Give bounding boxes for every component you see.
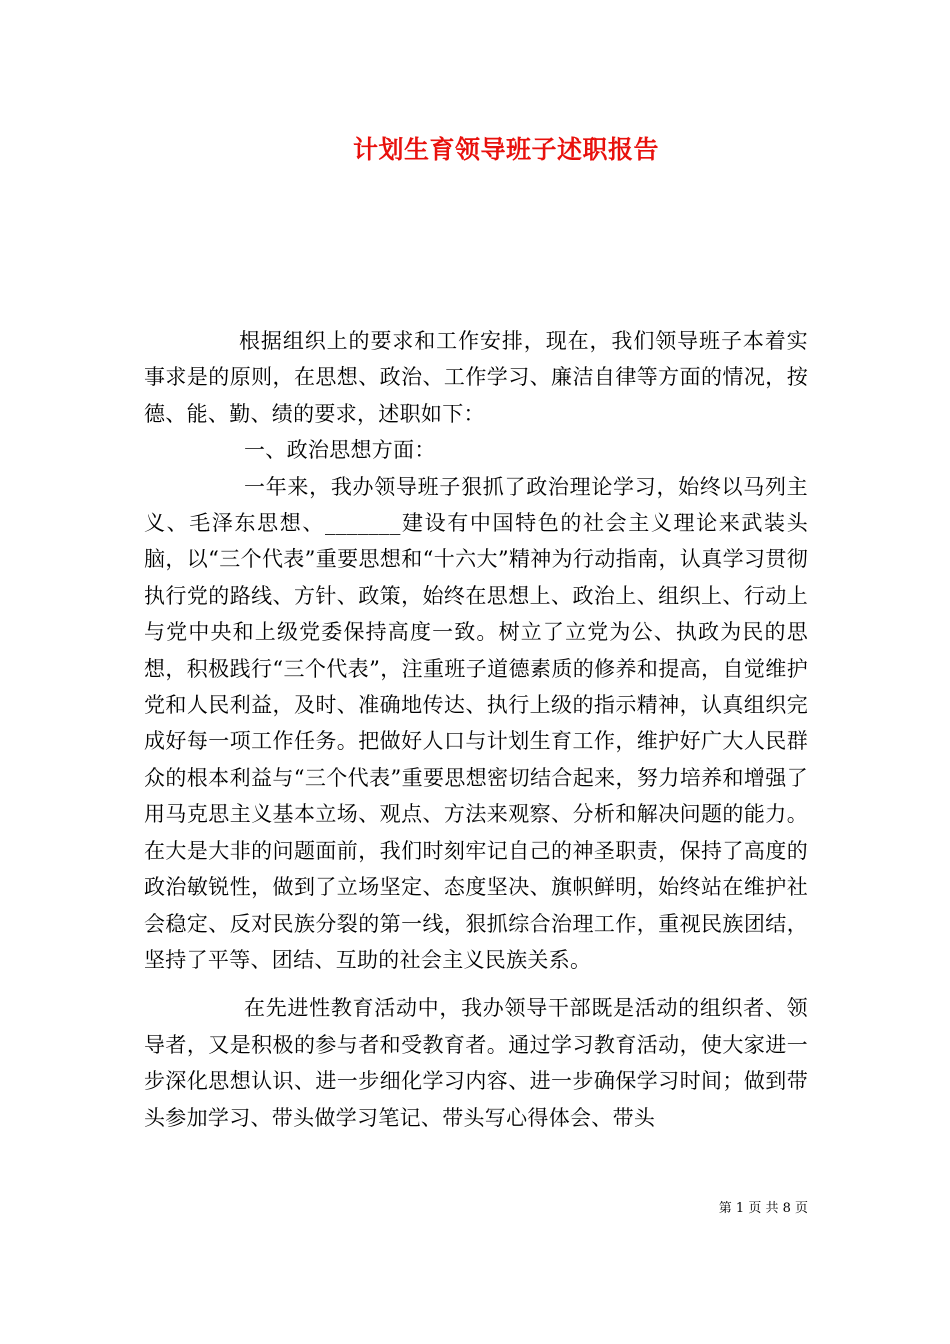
body-paragraph: 一年来，我办领导班子狠抓了政治理论学习，始终以马列主义、毛泽东思想、_______建设有中国特色的社会主义理论来武装头脑，以“三个代表”重要思想和“十六大”精神为行动指南，认真学习贯彻执行党的路线、方针、政策，始终在思想上、政治上、组织上、行动上与党中央和上级党委保持高度一致。树立了立党为公、执政为民的思想，积极践行“三个代表”，注重班子道德素质的修养和提高，自觉维护党和人民利益，及时、准确地传达、执行上级的指示精神，认真组织完成好每一项工作任务。把做好人口与计划生育工作，维护好广大人民群众的根本利益与“三个代表”重要思想密切结合起来，努力培养和增强了用马克思主义基本立场、观点、方法来观察、分析和解决问题的能力。在大是大非的问题面前，我们时刻牢记自己的神圣职责，保持了高度的政治敏锐性，做到了立场坚定、态度坚决、旗帜鲜明，始终站在维护社会稳定、反对民族分裂的第一线，狠抓综合治理工作，重视民族团结，坚持了平等、团结、互助的社会主义民族关系。 (144, 474, 808, 972)
document-title: 计划生育领导班子述职报告 (352, 135, 659, 164)
page-number: 第 1 页 共 8 页 (718, 1201, 808, 1216)
intro-paragraph: 根据组织上的要求和工作安排，现在，我们领导班子本着实事求是的原则，在思想、政治、工作学习、廉洁自律等方面的情况，按德、能、勤、绩的要求，述职如下： (144, 329, 808, 426)
document-body (144, 323, 808, 1136)
section-heading: 一、政治思想方面： (244, 438, 436, 463)
body-paragraph: 在先进性教育活动中，我办领导干部既是活动的组织者、领导者，又是积极的参与者和受教育者。通过学习教育活动，使大家进一步深化思想认识、进一步细化学习内容、进一步确保学习时间；做到带头参加学习、带头做学习笔记、带头写心得体会、带头 (144, 996, 808, 1130)
